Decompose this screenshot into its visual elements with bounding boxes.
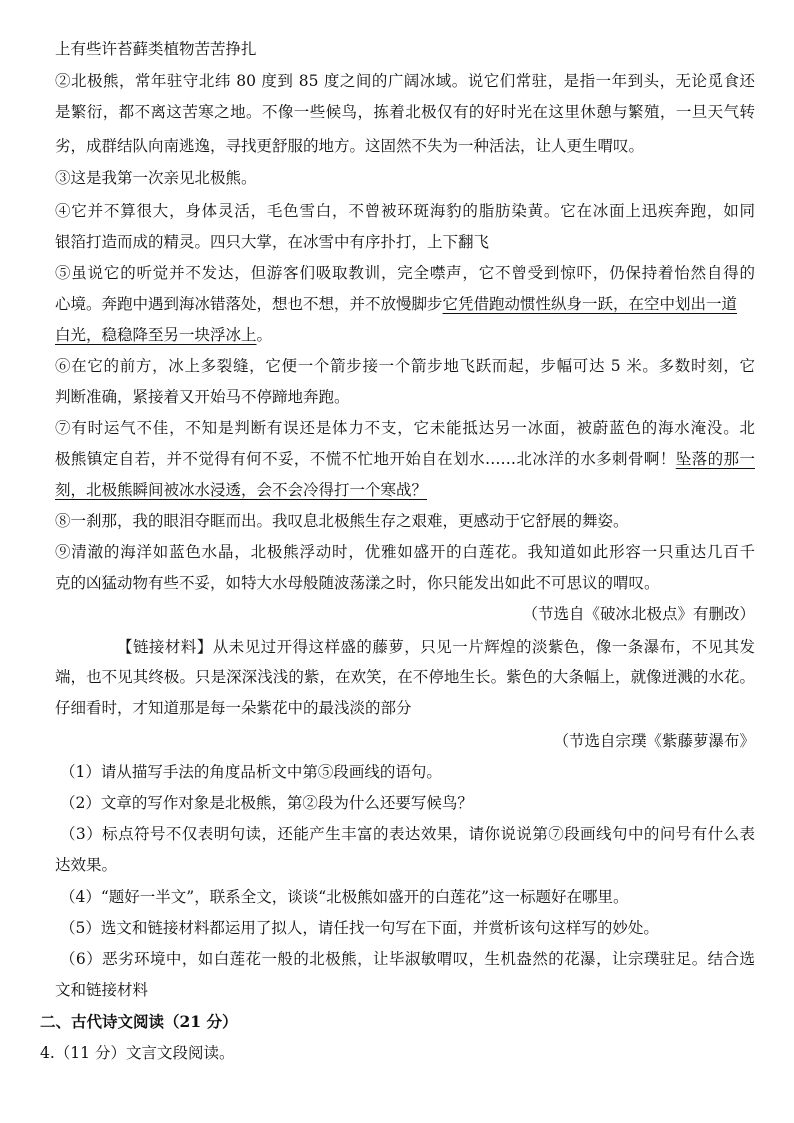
question-4-heading: 4.（11 分）文言文段阅读。: [40, 1044, 235, 1062]
question-5: （5）选文和链接材料都运用了拟人，请任找一句写在下面，并赏析该句这样写的妙处。: [60, 919, 659, 937]
paragraph-5-line-2: [55, 289, 755, 320]
paragraph-7-underlined-sentence-part-1: 坠落的那一: [675, 450, 755, 468]
paragraph-6-line-1: ⑥在它的前方，冰上多裂缝，它便一个箭步接一个箭步地飞跃而起，步幅可达 5 米。多数时刻，它: [55, 357, 755, 375]
paragraph-7-underlined-sentence-part-2: 刻，北极熊瞬间被冰水浸透，会不会冷得打一个寒战？: [55, 481, 428, 499]
paragraph-5-underlined-sentence-part-2: 白光，稳稳降至另一块浮冰上: [55, 326, 257, 344]
paragraph-5-line-1: ⑤虽说它的听觉并不发达，但游客们吸取教训，完全噤声，它不曾受到惊吓，仍保持着怡然自得的: [55, 264, 755, 282]
paragraph-7-line-3: [55, 475, 755, 506]
paragraph-7-plain-text: 极熊镇定自若，并不觉得有何不妥，不慌不忙地开始自在划水……北冰洋的水多刺骨啊！: [55, 450, 676, 468]
question-4: （4）“题好一半文”，联系全文，谈谈“北极熊如盛开的白莲花”这一标题好在哪里。: [60, 888, 629, 906]
question-6-line-1: （6）恶劣环境中，如白莲花一般的北极熊，让毕淑敏喟叹，生机盎然的花瀑，让宗璞驻足。结合选: [60, 950, 755, 968]
source-citation-2: （节选自宗璞《紫藤萝瀑布》: [553, 732, 755, 750]
paragraph-7-line-1: ⑦有时运气不佳，不知是判断有误还是体力不支，它未能抵达另一冰面，被蔚蓝色的海水淹没。北: [55, 419, 755, 437]
question-3-line-1: （3）标点符号不仅表明句读，还能产生丰富的表达效果，请你说说第⑦段画线句中的问号有什么表: [60, 825, 755, 843]
paragraph-9-line-1: ⑨清澈的海洋如蓝色水晶，北极熊浮动时，优雅如盛开的白莲花。我知道如此形容一只重达几百千: [55, 543, 755, 561]
section-heading-ancient-poetry: 二、古代诗文阅读（21 分）: [40, 1012, 238, 1031]
question-2: （2）文章的写作对象是北极熊，第②段为什么还要写候鸟？: [60, 794, 473, 812]
paragraph-2-line-1: ②北极熊，常年驻守北纬 80 度到 85 度之间的广阔冰域。说它们常驻，是指一年到头，无论觅食还: [55, 72, 755, 90]
paragraph-2-line-3: 劣，成群结队向南逃逸，寻找更舒服的地方。这固然不失为一种活法，让人更生喟叹。: [55, 137, 645, 155]
paragraph-3: ③这是我第一次亲见北极熊。: [55, 169, 257, 187]
question-6-line-2: 文和链接材料: [55, 981, 149, 999]
paragraph-6-line-2: 判断准确，紧接着又开始马不停蹄地奔跑。: [55, 388, 350, 406]
question-1: （1）请从描写手法的角度品析文中第⑤段画线的语句。: [60, 763, 442, 781]
source-citation-1: （节选自《破冰北极点》有删改）: [522, 605, 755, 623]
paragraph-1-tail: 上有些许苔藓类植物苦苦挣扎: [55, 40, 257, 58]
link-material-line-1: 【链接材料】从未见过开得这样盛的藤萝，只见一片辉煌的淡紫色，像一条瀑布，不见其发: [117, 638, 755, 656]
paragraph-8: ⑧一刹那，我的眼泪夺眶而出。我叹息北极熊生存之艰难，更感动于它舒展的舞姿。: [55, 512, 629, 530]
paragraph-4-line-2: 银箔打造而成的精灵。四只大掌，在冰雪中有序扑打，上下翻飞: [55, 233, 490, 251]
link-material-line-3: 仔细看时，才知道那是每一朵紫花中的最浅淡的部分: [55, 699, 412, 717]
paragraph-5-plain-text: 心境。奔跑中遇到海冰错落处，想也不想，并不放慢脚步: [55, 295, 443, 313]
question-3-line-2: 达效果。: [55, 856, 118, 874]
paragraph-5-underlined-sentence-part-1: 它凭借跑动惯性纵身一跃，在空中划出一道: [442, 295, 738, 313]
link-material-line-2: 端，也不见其终极。只是深深浅浅的紫，在欢笑，在不停地生长。紫色的大条幅上，就像迸溅的水花。: [55, 668, 755, 686]
paragraph-2-line-2: 是繁衍，都不离这苦寒之地。不像一些候鸟，拣着北极仅有的好时光在这里休憩与繁殖，一旦天气转: [55, 103, 755, 121]
paragraph-7-line-2: [55, 444, 755, 475]
paragraph-5-end-punct: 。: [256, 326, 273, 344]
paragraph-5-line-3: [55, 320, 755, 351]
paragraph-4-line-1: ④它并不算很大，身体灵活，毛色雪白，不曾被环斑海豹的脂肪染黄。它在冰面上迅疾奔跑，如同: [55, 202, 755, 220]
paragraph-9-line-2: 克的凶猛动物有些不妥，如特大水母般随波荡漾之时，你只能发出如此不可思议的喟叹。: [55, 574, 660, 592]
